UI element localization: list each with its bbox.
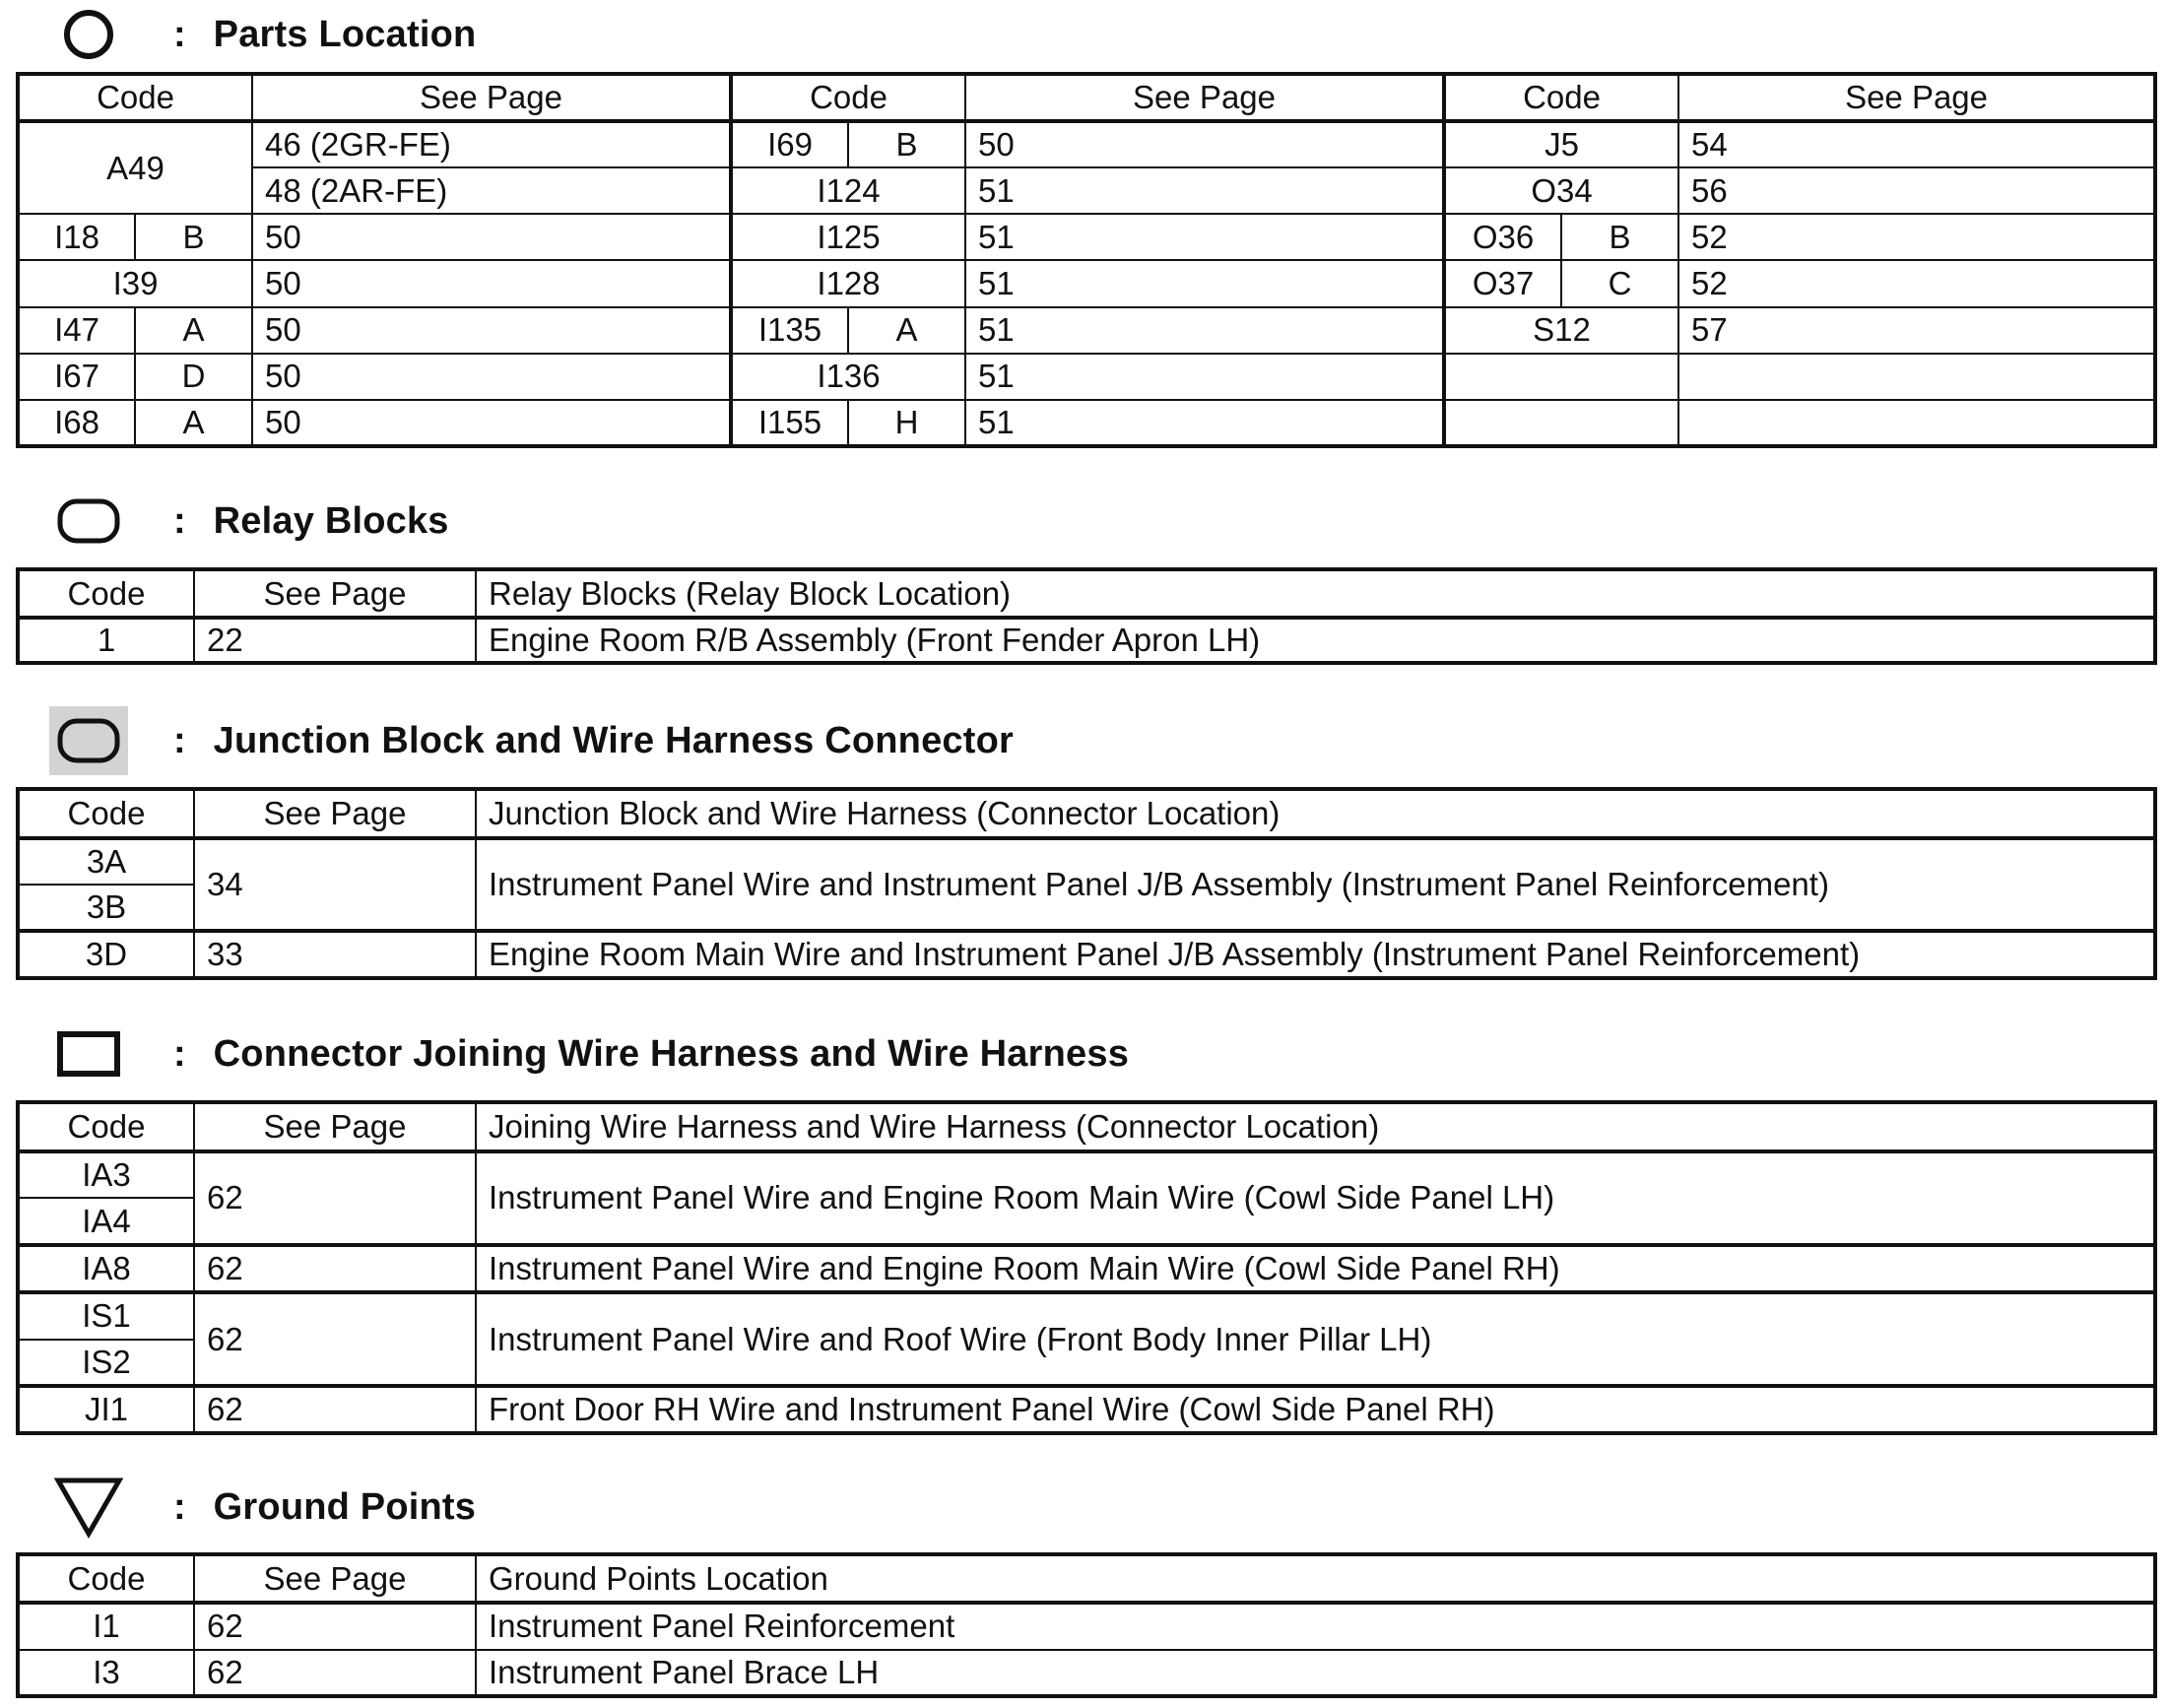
sub-code-cell: H — [848, 400, 965, 446]
column-header-see-page: See Page — [252, 74, 731, 121]
table-row — [18, 1386, 2155, 1433]
code-cell: IS1 — [18, 1292, 194, 1340]
table-row — [18, 1603, 2155, 1649]
column-header-description: Ground Points Location — [476, 1554, 2155, 1603]
column-header-description: Relay Blocks (Relay Block Location) — [476, 569, 2155, 618]
column-header-see-page: See Page — [194, 789, 476, 838]
section-title: Ground Points — [213, 1485, 477, 1528]
code-cell: I39 — [18, 260, 252, 306]
section-colon: : — [173, 719, 186, 761]
description-cell: Engine Room R/B Assembly (Front Fender Apron LH) — [476, 618, 2155, 663]
sub-code-cell: D — [135, 354, 252, 400]
code-cell: I67 — [18, 354, 135, 400]
down-triangle-icon — [49, 1473, 128, 1542]
page-cell: 51 — [965, 167, 1444, 214]
page-cell: 48 (2AR-FE) — [252, 167, 731, 214]
section-colon: : — [173, 1032, 186, 1075]
column-header-see-page: See Page — [194, 569, 476, 618]
column-header-code: Code — [731, 74, 965, 121]
page-cell: 50 — [252, 400, 731, 446]
column-header-description: Junction Block and Wire Harness (Connector Location) — [476, 789, 2155, 838]
page-cell: 51 — [965, 354, 1444, 400]
column-header-see-page: See Page — [1678, 74, 2155, 121]
code-cell: I128 — [731, 260, 965, 306]
description-cell: Instrument Panel Wire and Engine Room Main Wire (Cowl Side Panel RH) — [476, 1245, 2155, 1292]
code-cell: 3A — [18, 838, 194, 885]
table-header-row — [18, 74, 2155, 121]
rounded-rect-icon — [49, 487, 128, 556]
table-row — [18, 931, 2155, 978]
page-cell: 22 — [194, 618, 476, 663]
page-cell: 52 — [1678, 260, 2155, 306]
table-header-row — [18, 569, 2155, 618]
empty-page-cell — [1678, 400, 2155, 446]
code-cell: I135 — [731, 307, 848, 354]
sub-code-cell: B — [1561, 214, 1678, 260]
page-cell: 56 — [1678, 167, 2155, 214]
code-cell: I3 — [18, 1650, 194, 1696]
section-colon: : — [173, 13, 186, 55]
table-row — [18, 1292, 2155, 1340]
table-row — [18, 260, 2155, 306]
sub-code-cell: B — [848, 121, 965, 167]
page-cell: 62 — [194, 1650, 476, 1696]
table-row — [18, 354, 2155, 400]
section-title: Connector Joining Wire Harness and Wire Harness — [213, 1032, 1130, 1075]
page-cell: 46 (2GR-FE) — [252, 121, 731, 167]
relay-blocks-table — [16, 567, 2157, 665]
page-cell: 50 — [965, 121, 1444, 167]
code-cell: JI1 — [18, 1386, 194, 1433]
code-cell: O37 — [1444, 260, 1561, 306]
description-cell: Instrument Panel Brace LH — [476, 1650, 2155, 1696]
description-cell: Instrument Panel Wire and Instrument Panel J/B Assembly (Instrument Panel Reinforcement) — [476, 838, 2155, 932]
table-row — [18, 121, 2155, 167]
description-cell: Instrument Panel Wire and Engine Room Main Wire (Cowl Side Panel LH) — [476, 1151, 2155, 1245]
section-header-junction-block — [49, 706, 1014, 775]
column-header-code: Code — [18, 1554, 194, 1603]
description-cell: Front Door RH Wire and Instrument Panel Wire (Cowl Side Panel RH) — [476, 1386, 2155, 1433]
table-header-row — [18, 1554, 2155, 1603]
section-colon: : — [173, 499, 186, 542]
sub-code-cell: A — [135, 400, 252, 446]
circle-icon — [49, 0, 128, 69]
page-cell: 51 — [965, 214, 1444, 260]
table-row — [18, 307, 2155, 354]
sub-code-cell: A — [848, 307, 965, 354]
code-cell: S12 — [1444, 307, 1678, 354]
code-cell: I136 — [731, 354, 965, 400]
column-header-code: Code — [18, 74, 252, 121]
table-header-row — [18, 789, 2155, 838]
code-cell: I124 — [731, 167, 965, 214]
code-cell: O36 — [1444, 214, 1561, 260]
page-cell: 51 — [965, 260, 1444, 306]
sub-code-cell: A — [135, 307, 252, 354]
page-cell: 62 — [194, 1386, 476, 1433]
table-row — [18, 1151, 2155, 1199]
code-cell: I125 — [731, 214, 965, 260]
code-cell: IA8 — [18, 1245, 194, 1292]
page-cell: 50 — [252, 214, 731, 260]
parts-location-table — [16, 72, 2157, 448]
page-cell: 57 — [1678, 307, 2155, 354]
column-header-code: Code — [18, 789, 194, 838]
section-title: Relay Blocks — [213, 499, 449, 542]
page-cell: 54 — [1678, 121, 2155, 167]
empty-code-cell — [1444, 354, 1678, 400]
page-cell: 33 — [194, 931, 476, 978]
shaded-rounded-rect-icon — [49, 706, 128, 775]
page-cell: 34 — [194, 838, 476, 932]
page-cell: 62 — [194, 1292, 476, 1386]
section-title: Parts Location — [213, 13, 477, 55]
code-cell: 3D — [18, 931, 194, 978]
code-cell: I18 — [18, 214, 135, 260]
empty-code-cell — [1444, 400, 1678, 446]
page-cell: 52 — [1678, 214, 2155, 260]
table-row — [18, 214, 2155, 260]
page-cell: 62 — [194, 1603, 476, 1649]
sub-code-cell: B — [135, 214, 252, 260]
description-cell: Instrument Panel Reinforcement — [476, 1603, 2155, 1649]
sub-code-cell: C — [1561, 260, 1678, 306]
code-cell: I1 — [18, 1603, 194, 1649]
code-cell: I69 — [731, 121, 848, 167]
description-cell: Engine Room Main Wire and Instrument Panel J/B Assembly (Instrument Panel Reinforcement) — [476, 931, 2155, 978]
page-cell: 50 — [252, 354, 731, 400]
code-cell: IA4 — [18, 1198, 194, 1245]
table-row — [18, 167, 2155, 214]
code-cell: J5 — [1444, 121, 1678, 167]
table-row — [18, 1245, 2155, 1292]
table-row — [18, 838, 2155, 885]
page-cell: 51 — [965, 400, 1444, 446]
column-header-description: Joining Wire Harness and Wire Harness (Connector Location) — [476, 1102, 2155, 1151]
connector-joining-table — [16, 1100, 2157, 1435]
page-cell: 62 — [194, 1151, 476, 1245]
section-header-relay-blocks — [49, 487, 449, 556]
junction-block-table — [16, 787, 2157, 980]
square-icon — [49, 1019, 128, 1088]
table-row — [18, 618, 2155, 663]
section-title: Junction Block and Wire Harness Connector — [213, 719, 1014, 761]
section-header-ground-points — [49, 1473, 476, 1542]
description-cell: Instrument Panel Wire and Roof Wire (Front Body Inner Pillar LH) — [476, 1292, 2155, 1386]
empty-page-cell — [1678, 354, 2155, 400]
code-cell: IS2 — [18, 1340, 194, 1387]
ground-points-table — [16, 1552, 2157, 1698]
column-header-code: Code — [18, 1102, 194, 1151]
code-cell: I47 — [18, 307, 135, 354]
column-header-see-page: See Page — [194, 1102, 476, 1151]
page-cell: 51 — [965, 307, 1444, 354]
page-cell: 62 — [194, 1245, 476, 1292]
column-header-see-page: See Page — [965, 74, 1444, 121]
section-colon: : — [173, 1485, 186, 1528]
column-header-see-page: See Page — [194, 1554, 476, 1603]
code-cell: 3B — [18, 885, 194, 931]
section-header-parts-location — [49, 0, 476, 69]
page-cell: 50 — [252, 307, 731, 354]
code-cell: 1 — [18, 618, 194, 663]
column-header-code: Code — [1444, 74, 1678, 121]
table-row — [18, 1650, 2155, 1696]
section-header-connector-joining — [49, 1019, 1129, 1088]
table-header-row — [18, 1102, 2155, 1151]
code-cell: I68 — [18, 400, 135, 446]
page-cell: 50 — [252, 260, 731, 306]
column-header-code: Code — [18, 569, 194, 618]
code-cell: O34 — [1444, 167, 1678, 214]
code-cell: IA3 — [18, 1151, 194, 1199]
code-cell: A49 — [18, 121, 252, 214]
table-row — [18, 400, 2155, 446]
code-cell: I155 — [731, 400, 848, 446]
